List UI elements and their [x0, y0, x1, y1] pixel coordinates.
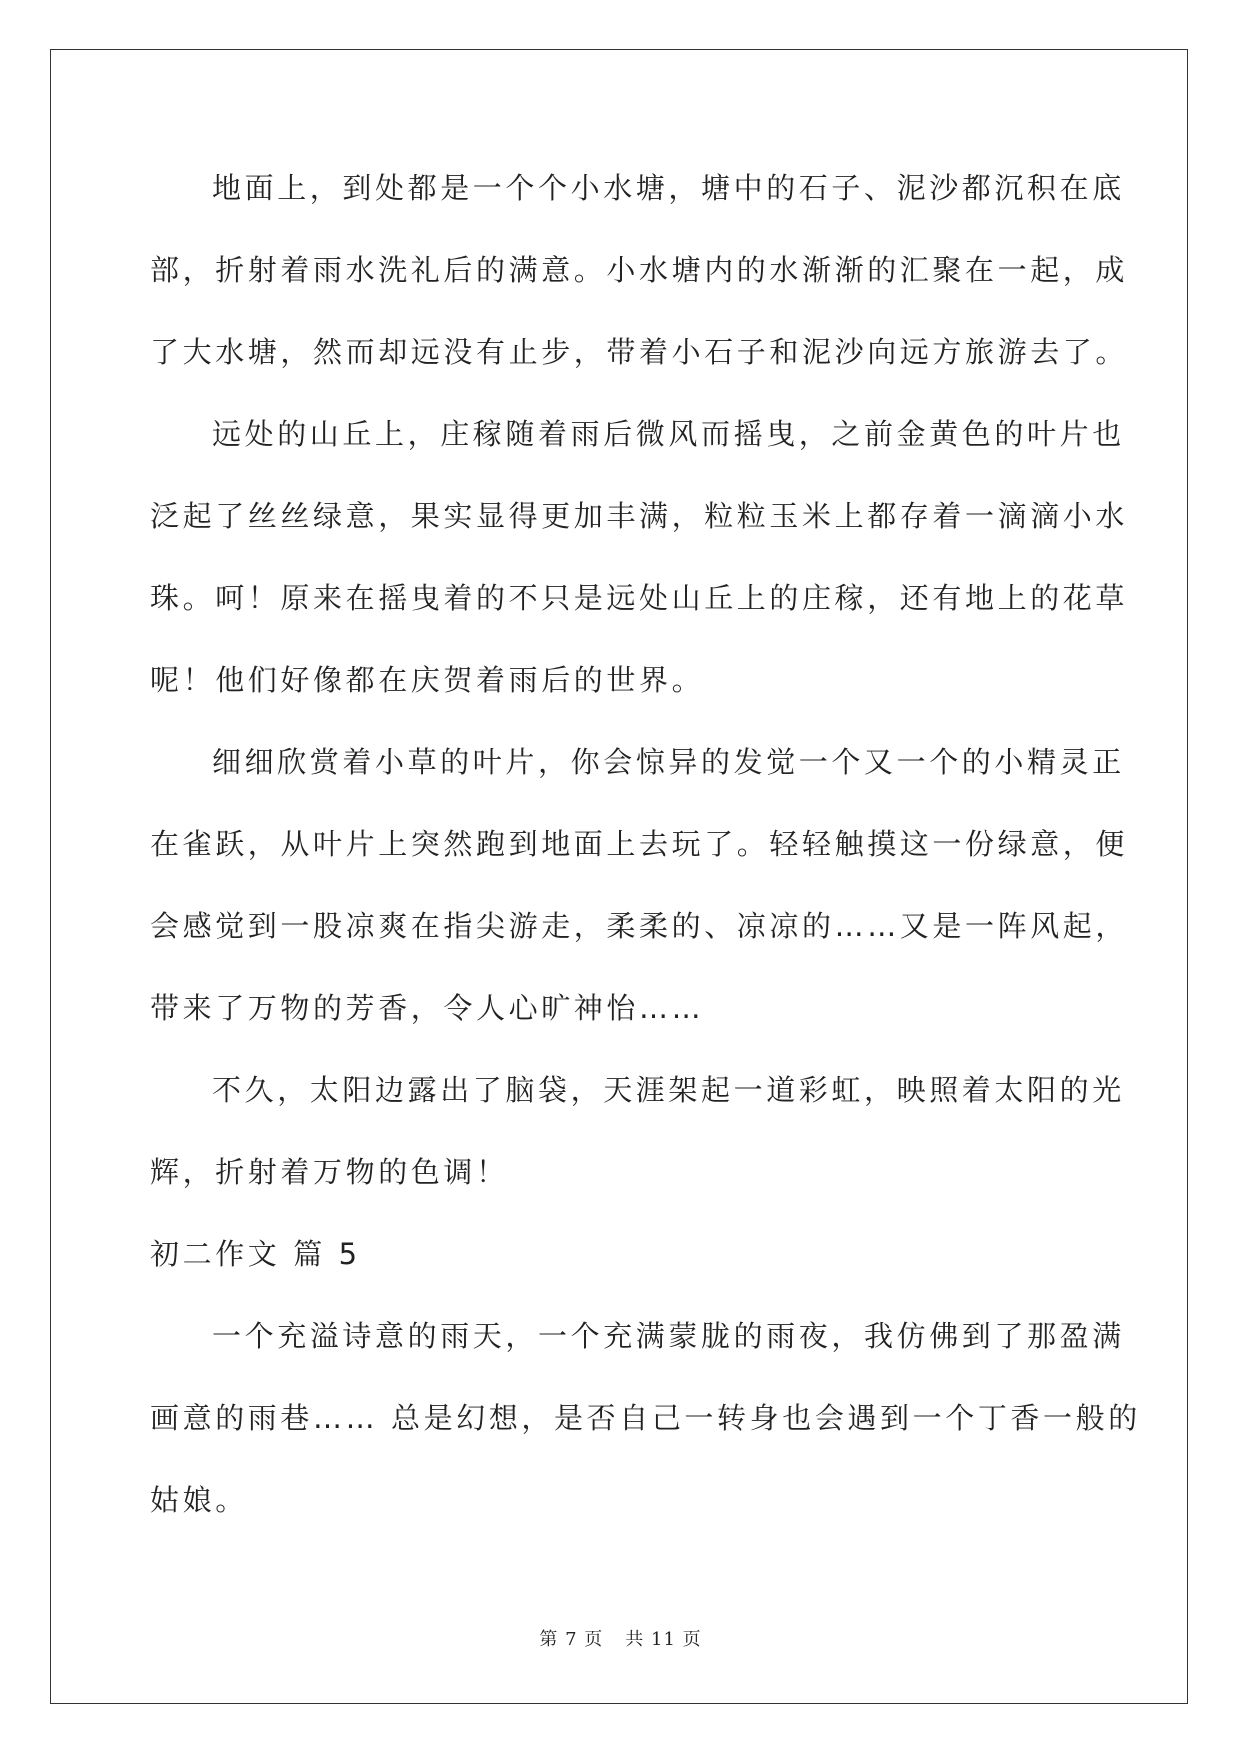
paragraph	[150, 166, 1129, 412]
document-body	[150, 166, 1141, 1560]
text-line: 珠。呵！原来在摇曳着的不只是远处山丘上的庄稼，还有地上的花草	[150, 581, 1129, 615]
text-line: 在雀跃，从叶片上突然跑到地面上去玩了。轻轻触摸这一份绿意，便	[150, 827, 1129, 861]
page-total: 共 11 页	[625, 1629, 702, 1650]
text-line: 泛起了丝丝绿意，果实显得更加丰满，粒粒玉米上都存着一滴滴小水	[150, 499, 1129, 533]
section-heading: 初二作文 篇 5	[150, 1237, 361, 1271]
paragraph	[150, 412, 1129, 740]
text-line: 带来了万物的芳香，令人心旷神怡……	[150, 991, 705, 1025]
text-line: 远处的山丘上，庄稼随着雨后微风而摇曳，之前金黄色的叶片也	[212, 417, 1125, 451]
text-line: 会感觉到一股凉爽在指尖游走，柔柔的、凉凉的……又是一阵风起，	[150, 909, 1129, 943]
page-number: 第 7 页	[539, 1629, 604, 1650]
text-line: 部，折射着雨水洗礼后的满意。小水塘内的水渐渐的汇聚在一起，成	[150, 253, 1129, 287]
text-line: 辉，折射着万物的色调！	[150, 1155, 509, 1189]
page-footer	[0, 1625, 1241, 1651]
paragraph	[150, 1068, 1125, 1232]
text-line: 地面上，到处都是一个个小水塘，塘中的石子、泥沙都沉积在底	[212, 171, 1125, 205]
text-line: 呢！他们好像都在庆贺着雨后的世界。	[150, 663, 705, 697]
text-line: 一个充溢诗意的雨天，一个充满蒙胧的雨夜，我仿佛到了那盈满	[212, 1319, 1125, 1353]
paragraph	[150, 740, 1129, 1068]
text-line: 画意的雨巷…… 总是幻想，是否自己一转身也会遇到一个丁香一般的	[150, 1401, 1141, 1435]
text-line: 姑娘。	[150, 1483, 248, 1517]
paragraph	[150, 1314, 1141, 1560]
text-line: 细细欣赏着小草的叶片，你会惊异的发觉一个又一个的小精灵正	[212, 745, 1125, 779]
text-line: 不久，太阳边露出了脑袋，天涯架起一道彩虹，映照着太阳的光	[212, 1073, 1125, 1107]
text-line: 了大水塘，然而却远没有止步，带着小石子和泥沙向远方旅游去了。	[150, 335, 1129, 369]
